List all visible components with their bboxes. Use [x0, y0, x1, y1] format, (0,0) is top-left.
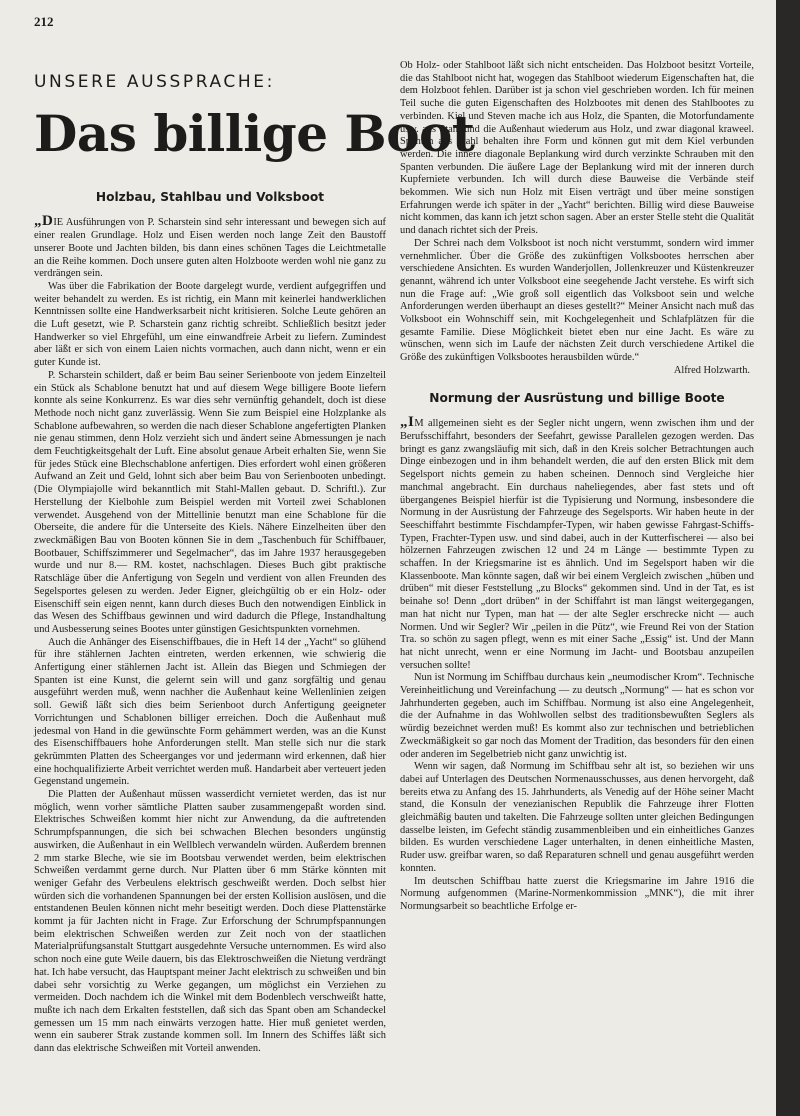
article1-paragraph: „DIE Ausführungen von P. Scharstein sind sehr interessant und bewegen sich auf einer realen Grundlage. Holz und Eisen werden noch lange Zeit den Baustoff unserer Boote und Jachten bilden, bis dann eines schönen Tages die Leichtmetalle an die Reihe kommen. Doch unsere guten alten Holzboote werden wohl nie ganz zu verdrängen sein. [34, 213, 386, 280]
article2-subtitle: Normung der Ausrüstung und billige Boote [429, 390, 725, 405]
right-column [400, 60, 754, 1106]
article2-paragraph: Im deutschen Schiffbau hatte zuerst die Kriegsmarine im Jahre 1916 die Normung aufgenommen (Marine-Normenkommission „MNK“), die mit ihrer Normungsarbeit so beachtliche Erfolge er- [400, 875, 754, 912]
drop-initial: „I [400, 414, 415, 431]
article2-paragraph: „IM allgemeinen sieht es der Segler nicht ungern, wenn zwischen ihm und der Berufsschiffahrt, besonders der Seefahrt, gewisse Parallelen gezogen werden. Das bringt es ganz zwangsläufig mit sich, daß in den Kreis solcher Betrachtungen auch Dinge einbezogen und in ihm behandelt werden, die auf den ersten Blick mit dem Segelsport nichts gemein zu haben scheinen. Dennoch sind Vergleiche hier manchmal angebracht. Ein durchaus naheliegendes, aber fast stets und oft übergangenes Beispiel hierfür ist die Typisierung und Normung, insbesondere die Normung in der Ausrüstung der Fahrzeuge des Segelsports. Wir haben heute in der Seeschiffahrt bestimmte Fischdampfer-Typen, wir haben gewisse Fahrgast-Schiffs-Typen, Frachter-Typen usw. und sind dabei, auch in der Kutterfischerei — also bei hölzernen Fahrzeugen zwischen 12 und 24 m Länge — bestimmte Typen zu schaffen. In der Kriegsmarine ist es ähnlich. Und im Segelsport haben wir die Klassenboote. Man könnte sagen, daß wir bei einem Vergleich zwischen „hüben und drüben“ mit dieser Feststellung „zu Blocks“ gekommen sind. Und in der Tat, es ist beinahe so! Denn „dort drüben“ in der Schiffahrt ist man längst weitergegangen, man hat nicht nur Typen, man hat — der alte Segler erschrecke nicht — auch Normen. Und wir Segler? Wir „peilen in die Pütz“, wie Freund Rei von der Station Tra. so schön zu sagen pflegt, wenn es mit einer Sache „Essig“ ist. Und der Mann hat nicht unrecht, wenn er eine Normung im Jacht- und Bootsbau anzupeilen versuchen sollte! [400, 414, 754, 671]
article1-paragraph: Was über die Fabrikation der Boote dargelegt wurde, verdient aufgegriffen und weiter behandelt zu werden. Es ist richtig, ein Mann mit keinerlei handwerklichen Kenntnissen sollte eine Handwerksarbeit nicht kritisieren. Solche Leute gehören an die Luft gesetzt, wie P. Scharstein ganz richtig schreibt. Schließlich besitzt jeder Handwerker so viel Ehrgefühl, um eine einwandfreie Arbeit zu liefern. Zumindest aber läßt er sich von einem Laien nichts vormachen, auch dann nicht, wenn er ein guter Kunde ist. [34, 280, 386, 369]
article2-paragraph: Wenn wir sagen, daß Normung im Schiffbau sehr alt ist, so beziehen wir uns dabei auf Unterlagen des Deutschen Normenausschusses, aus denen hervorgeht, daß bereits etwa zu Anfang des 15. Jahrhunderts, als Venedig auf der Höhe seiner Macht stand, die Konsuln der venezianischen Republik die Fahrzeuge ihrer Flotten gleichmäßig bauten und takelten. Die Fahrzeuge sollten unter gleichen Bedingungen dasselbe leisten, im Gefecht ständig zusammenbleiben und ein einheitliches Ganzes bilden. Es wurden verschiedene Lager unterhalten, in denen einheitliche Masten, Ruder usw. greifbar waren, so daß Reparaturen schnell und genau ausgeführt werden konnten. [400, 761, 754, 874]
page-number: 212 [34, 14, 54, 29]
article2-paragraph: Nun ist Normung im Schiffbau durchaus kein „neumodischer Krom“. Technische Vereinheitlichung und Vereinfachung — zu deutsch „Normung“ — hat es schon vor Jahrhunderten gegeben, auch im Schiffbau. Normung ist also eine Angelegenheit, die der Aufnahme in das Wohlwollen selbst des traditionsbewußten Seglers als würdig bezeichnet werden muß! Es kommt also zur technischen und betrieblichen Zweckmäßigkeit so gar noch das Moment der Tradition, das besonders für den einen oder anderen im Segelbetrieb nicht ganz unwichtig ist. [400, 672, 754, 760]
left-column [34, 60, 475, 1106]
article1-paragraph: Ob Holz- oder Stahlboot läßt sich nicht entscheiden. Das Holzboot besitzt Vorteile, die das Stahlboot nicht hat, wogegen das Stahlboot wiederum Eigenschaften hat, die dem Holzboot fehlen. Darüber ist ja schon viel geschrieben worden. Ich für meinen Teil suche die guten Eigenschaften des Holzbootes mit denen des Stahlbootes zu verbinden. Kiel und Steven mache ich aus Holz, die Spanten, die Motorfundamente usw. aus Stahl und die Außenhaut wiederum aus Holz, und zwar diagonal kraweel. Spanten aus Stahl behalten ihre Form und können gut mit dem Kiel verbunden werden. Die innere diagonale Beplankung wird durch verzinkte Schrauben mit den Spanten verbunden. Die äußere Lage der Beplankung wird mit der inneren durch Kupferniete verbunden. Ich will durch diese Bauweise die Verbände steif bekommen. Wie sich nun Holz mit Eisen verträgt und über meine sonstigen Erfahrungen werde ich später in der „Yacht“ berichten. Billig wird diese Bauweise nicht kommen, das kann ich jetzt schon sagen. Aber an erster Stelle steht die Qualität und danach richtet sich der Preis. [400, 60, 754, 237]
article1-subtitle: Holzbau, Stahlbau und Volksboot [95, 189, 325, 204]
drop-initial: „D [34, 213, 54, 230]
article1-paragraph: Die Platten der Außenhaut müssen wasserdicht vernietet werden, das ist nur möglich, wenn vorher sämtliche Platten sauber zusammengepaßt worden sind. Elektrisches Schweißen kommt hier nicht zur Anwendung, da die auftretenden Schrumpfspannungen, die sich bei schwachen Blechen besonders ungünstig auswirken, die Außenhaut in ein Wellblech verwandeln würden. Außerdem brennen 2 mm starke Bleche, wie sie im Bootsbau verwendet werden, beim elektrischen Schweißen verdammt gerne durch. Nur Platten über 6 mm Stärke könnten mit weniger Gefahr des Verbeulens elektrisch geschweißt werden. Doch selbst hier würden sich die vorhandenen Spannungen bei der ersten Kollision auslösen, und die entstandenen Beulen können nicht mehr beseitigt werden. Doch diese Plattenstärke kommt ja für Jachten nicht in Frage. Zur Erforschung der Schrumpfspannungen beim elektrischen Schweißen werden zur Zeit noch von der staatlichen Materialprüfungsanstalt Stuttgart ausgedehnte Versuche unternommen. Es wird also schon noch eine gute Weile dauern, bis das Elektroschweißen die Nietung verdrängt hat. Ich habe versucht, das Hauptspant meiner Jacht elektrisch zu schweißen und bin dabei sehr vorsichtig zu Werke gegangen, um möglichst ein Verziehen zu vermeiden. Doch nachdem ich die Winkel mit dem Bodenblech verschweißt hatte, mußte ich nach dem Erkalten feststellen, daß sich das Spant oben am Schandeckel gemessen um 15 mm nach einwärts verzogen hatte. Hier muß genietet werden, wenn ein sauberer Strak zustande kommen soll. Im Innern des Schiffes läßt sich dann das elektrische Schweißen mit Vorteil anwenden. [34, 789, 386, 1055]
article-title: Das billige Boot [34, 103, 475, 163]
article1-paragraph: P. Scharstein schildert, daß er beim Bau seiner Serienboote von jedem Einzelteil ein Stück als Schablone benutzt hat und auf diesem Wege billigere Boote liefern konnte als seine Konkurrenz. Es war dies sehr vernünftig gehandelt, doch ist diese Methode noch nicht ganz zuverlässig. Wenn Sie zum Beispiel eine Holzplanke als Schablone aufbewahren, so werden die nach dieser Schablone angefertigten Planken nie genau stimmen, denn Holz verzieht sich und ändert seine Abmessungen je nach dem Feuchtigkeitsgehalt der Luft. Eine absolut genaue Arbeit erhalten Sie, wenn Sie für jedes Stück eine Blechschablone anfertigen. Dies erfordert wohl einen größeren Aufwand an Zeit und Geld, lohnt sich aber beim Bau von Serienbooten unbedingt. (Die Olympiajolle wird bekanntlich mit Stahl-Mallen gebaut. D. Schriftl.). Zur Herstellung der Kielbohle zum Beispiel werden mit Vorteil zwei Schablonen verwendet. Ausgehend von der Mittellinie benutzt man eine Schablone für die Oberseite, die andere für die Unterseite des Kiels. Nähere Einzelheiten über den zweckmäßigen Bau von Booten können Sie in dem „Taschenbuch für Schiffbauer, Bootbauer, Schiffszimmerer und Segelmacher“, das im Jahre 1937 herausgegeben wurde und nur 8.— RM. kostet, nachschlagen. Dieses Buch gibt praktische Ratschläge über die Anfertigung von Segeln und verdient von allen Freunden des Segelsportes gelesen zu werden. Jeder Eigner, gleichgültig ob er ein Holz- oder Eisenschiff sein eigen nennt, kann durch dieses Buch den notwendigen Einblick in das Wesen des Schiffbaus gewinnen und wird dadurch die Pflege, Instandhaltung und Ausbesserung seines Bootes unter günstigen Gesichtspunkten vornehmen. [34, 369, 386, 635]
author-signature: Alfred Holzwarth. [673, 364, 750, 376]
article1-paragraph: Auch die Anhänger des Eisenschiffbaues, die in Heft 14 der „Yacht“ so glühend für ihre stählernen Jachten eintreten, werden erkennen, wie schwierig die Anfertigung einer stählernen Jacht ist. Allein das Biegen und Schmiegen der Spanten ist eine Kunst, die gelernt sein will und ganz sorgfältig und genau ausgeführt werden muß, wenn nachher die Außenhaut keine Wellenlinien zeigen soll. Gewiß läßt sich dies beim Serienboot durch Anfertigung geeigneter Vorrichtungen und Schablonen billiger erreichen. Doch die Außenhaut muß jedesmal von Hand in die gewünschte Form gehämmert werden, was an die Kunst des Eisenschiffbauers hohe Anforderungen stellt. Man stelle sich nur die stark gekrümmten Platten des Scheerganges vor und jedermann wird erkennen, daß hier eine hochqualifizierte Arbeit verrichtet werden muß. Handarbeit aber verteuert jeden Gegenstand ungemein. [34, 636, 386, 788]
series-title: UNSERE AUSSPRACHE: [34, 72, 275, 92]
article1-paragraph: Der Schrei nach dem Volksboot ist noch nicht verstummt, sondern wird immer vernehmlicher. Über die Größe des zukünftigen Volksbootes herrschen aber verschiedene Ansichten. Es wurden Wanderjollen, Jollenkreuzer und Küstenkreuzer genannt, während ich unter Volksboot eine seegehende Jacht verstehe. Es wirft sich nun die Frage auf: „Wie groß soll eigentlich das Volksboot sein und welche Anforderungen werden überhaupt an dieses gestellt?“ Meiner Ansicht nach muß das Volksboot ein Wohnschiff sein, mit Kochgelegenheit und Schlafplätzen für die gesamte Familie. Diese Möglichkeit bietet eben nur eine Jacht. Es wäre zu wünschen, wenn sich im Laufe der nächsten Zeit durch verschiedene Artikel die Größe des zukünftigen Volksbootes herausbilden würde.“ [400, 237, 754, 364]
